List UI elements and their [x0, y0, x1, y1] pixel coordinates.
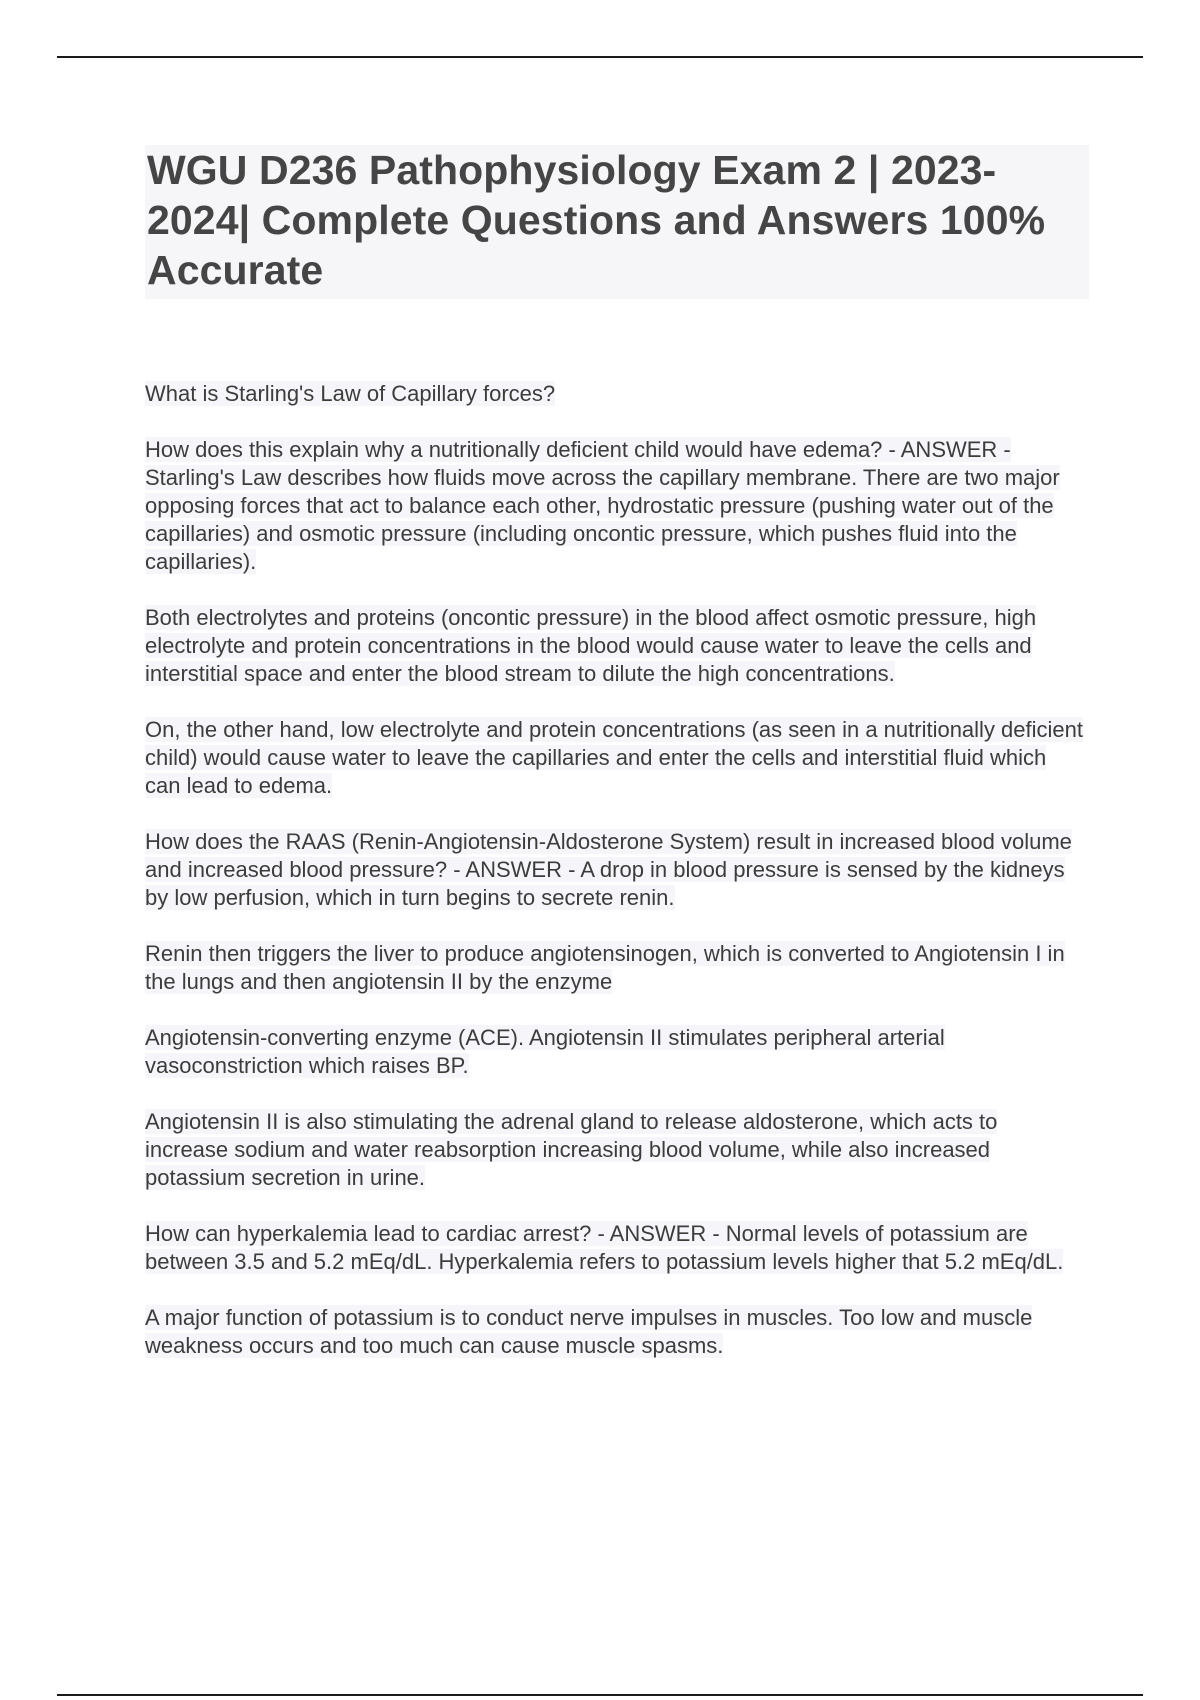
paragraph-answer-3: How can hyperkalemia lead to cardiac arrest? - ANSWER - Normal levels of potassium are between 3.5 and 5.2 mEq/dL. Hyperkalemia refers to potassium levels higher that 5.2 mEq/dL. [145, 1221, 1064, 1274]
paragraph-answer-1: How does this explain why a nutritionally deficient child would have edema? - ANSWER - Starling's Law describes how fluids move across the capillary membrane. There are two major opposing forces that act to balance each other, hydrostatic pressure (pushing water out of the capillaries) and osmotic pressure (including oncontic pressure, which pushes fluid into the capillaries). [145, 437, 1060, 574]
document-title: WGU D236 Pathophysiology Exam 2 | 2023-2024| Complete Questions and Answers 100% Accurate [147, 147, 1046, 293]
paragraph-body: A major function of potassium is to conduct nerve impulses in muscles. Too low and muscle weakness occurs and too much can cause muscle spasms. [145, 1305, 1033, 1358]
document-body [145, 380, 1085, 1388]
title-block [145, 145, 1089, 299]
paragraph-question-1: What is Starling's Law of Capillary forces? [145, 381, 556, 406]
top-divider [57, 56, 1143, 58]
paragraph-body: Both electrolytes and proteins (oncontic pressure) in the blood affect osmotic pressure, high electrolyte and protein concentrations in the blood would cause water to leave the cells and interstitial space and enter the blood stream to dilute the high concentrations. [145, 605, 1037, 686]
paragraph-answer-2: How does the RAAS (Renin-Angiotensin-Aldosterone System) result in increased blood volume and increased blood pressure? - ANSWER - A drop in blood pressure is sensed by the kidneys by low perfusion, which in turn begins to secrete renin. [145, 829, 1072, 910]
paragraph-body: Angiotensin-converting enzyme (ACE). Angiotensin II stimulates peripheral arterial vasoconstriction which raises BP. [145, 1025, 945, 1078]
paragraph-body: Angiotensin II is also stimulating the adrenal gland to release aldosterone, which acts to increase sodium and water reabsorption increasing blood volume, while also increased potassium secretion in urine. [145, 1109, 998, 1190]
bottom-divider [57, 1694, 1143, 1696]
paragraph-body: Renin then triggers the liver to produce angiotensinogen, which is converted to Angiotensin I in the lungs and then angiotensin II by the enzyme [145, 941, 1065, 994]
paragraph-body: On, the other hand, low electrolyte and protein concentrations (as seen in a nutritionally deficient child) would cause water to leave the capillaries and enter the cells and interstitial fluid which can lead to edema. [145, 717, 1083, 798]
